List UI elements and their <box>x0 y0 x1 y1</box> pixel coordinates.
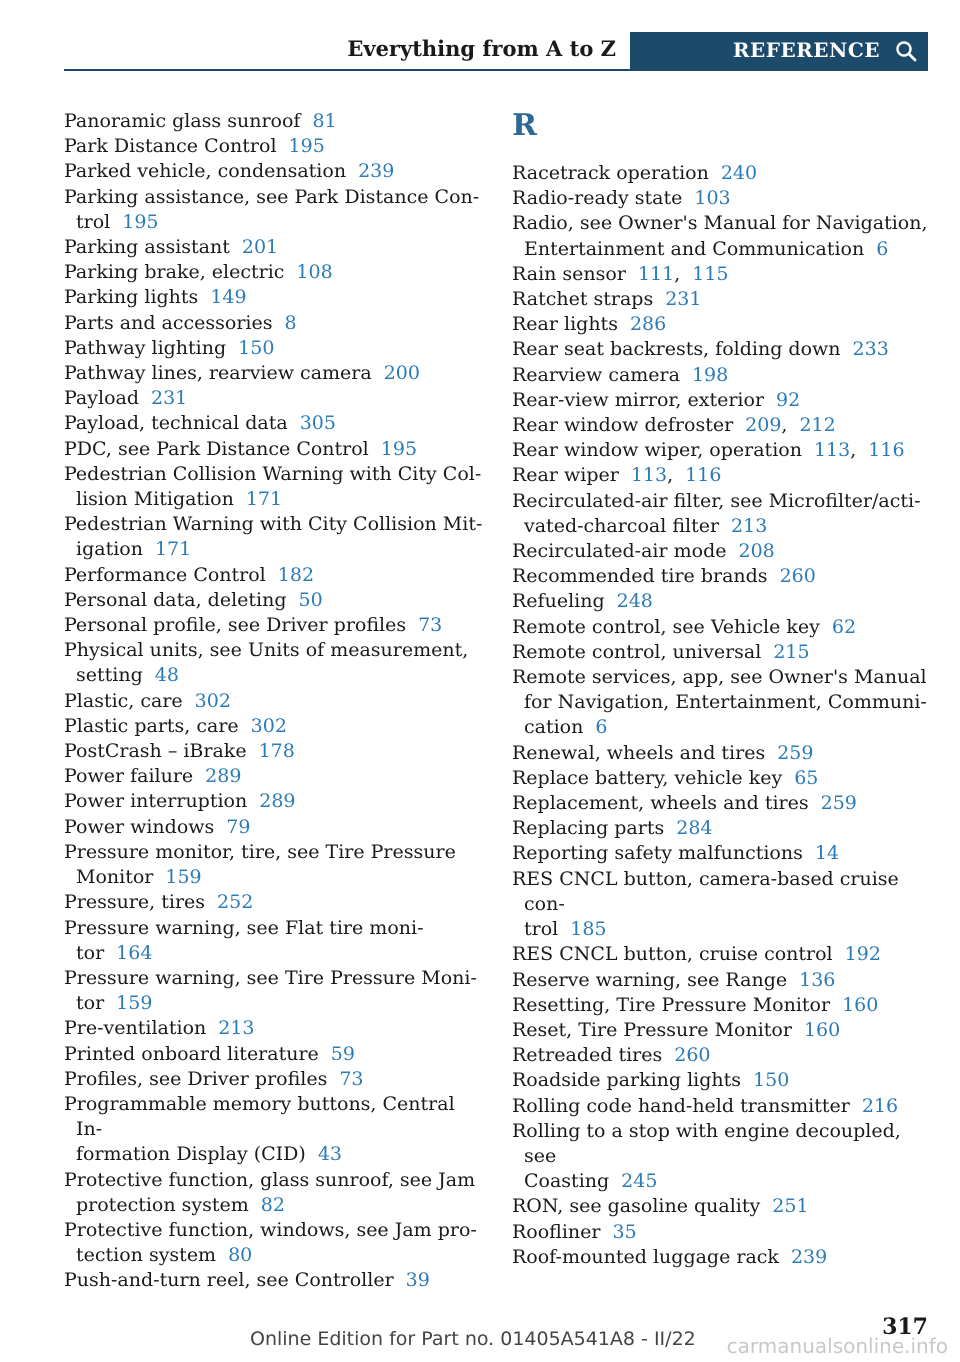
index-entry <box>64 563 484 588</box>
index-entry <box>512 312 932 337</box>
index-entry-text: Renewal, wheels and tires <box>512 741 766 764</box>
search-icon[interactable] <box>894 39 918 63</box>
index-entry <box>512 463 932 488</box>
page-link[interactable]: 251 <box>772 1195 809 1218</box>
index-entry-text: Resetting, Tire Pressure Monitor <box>512 993 831 1016</box>
page-link[interactable]: 208 <box>738 540 775 563</box>
page-link[interactable]: 286 <box>629 313 667 336</box>
index-entry-text: Rolling code hand-held transmitter <box>512 1094 850 1117</box>
page-separator: , <box>781 414 788 437</box>
index-entry-text: igation <box>76 538 143 561</box>
index-entry <box>512 211 932 261</box>
index-entry <box>64 285 484 310</box>
page-link[interactable]: 231 <box>665 288 702 311</box>
index-entry-text: Remote services, app, see Owner's Manual <box>512 666 927 689</box>
index-entry <box>64 185 484 235</box>
index-entry-text: Parking assistant <box>64 236 230 259</box>
index-entry <box>512 1245 932 1270</box>
index-entry <box>64 588 484 613</box>
index-entry <box>512 791 932 816</box>
page-link[interactable]: 43 <box>317 1143 343 1166</box>
page-link[interactable]: 80 <box>228 1244 253 1267</box>
page-link[interactable]: 160 <box>803 1018 841 1041</box>
index-column-left <box>64 109 484 1294</box>
page-link[interactable]: 111 <box>637 262 675 285</box>
section-label: REFERENCE <box>732 38 880 62</box>
index-entry <box>512 841 932 866</box>
page-link[interactable]: 201 <box>241 236 279 259</box>
page-link[interactable]: 8 <box>284 311 297 334</box>
index-entry-text: Pedestrian Collision Warning with City Col- <box>64 462 482 485</box>
page-link[interactable]: 164 <box>116 941 153 964</box>
index-entry <box>512 993 932 1018</box>
index-entry-text: Rear wiper <box>512 464 619 487</box>
index-entry <box>64 109 484 134</box>
page-link[interactable]: 259 <box>777 741 814 764</box>
index-entry <box>512 489 932 539</box>
index-entry <box>64 159 484 184</box>
page-link[interactable]: 92 <box>776 388 801 411</box>
index-entry-text: Personal data, deleting <box>64 588 287 611</box>
index-entry <box>512 867 932 943</box>
index-entry-text: Rearview camera <box>512 363 680 386</box>
page-link[interactable]: 289 <box>259 790 296 813</box>
index-entry <box>512 942 932 967</box>
index-entry <box>64 764 484 789</box>
index-entry <box>64 386 484 411</box>
index-entry-text: Replacement, wheels and tires <box>512 792 809 815</box>
page-link[interactable]: 252 <box>217 891 254 914</box>
index-entry-text: Parking brake, electric <box>64 261 285 284</box>
index-entry <box>512 438 932 463</box>
page-link[interactable]: 284 <box>676 817 713 840</box>
index-entry <box>512 564 932 589</box>
page-link[interactable]: 209 <box>745 414 782 437</box>
index-entry <box>512 388 932 413</box>
index-entry-text: Parking lights <box>64 286 199 309</box>
index-entry-text: formation Display (CID) <box>76 1143 306 1166</box>
index-entry-text: tor <box>76 992 105 1015</box>
index-entry-text: Pressure warning, see Tire Pressure Moni- <box>64 966 477 989</box>
index-entry-text: Power windows <box>64 815 215 838</box>
index-entry <box>512 665 932 741</box>
index-entry <box>64 1218 484 1268</box>
page-link[interactable]: 39 <box>405 1269 430 1292</box>
page-link[interactable]: 160 <box>842 993 879 1016</box>
index-entry <box>512 161 932 186</box>
index-entry-text: Rain sensor <box>512 262 626 285</box>
index-entry <box>512 1194 932 1219</box>
index-entry <box>64 437 484 462</box>
page-separator: , <box>667 464 674 487</box>
index-entry <box>64 815 484 840</box>
index-entry-text: cation <box>524 716 584 739</box>
page-link[interactable]: 6 <box>876 237 889 260</box>
index-entry-text: RES CNCL button, camera-based cruise con- <box>512 867 899 915</box>
page-link[interactable]: 113 <box>630 464 668 487</box>
page-link[interactable]: 215 <box>773 640 810 663</box>
index-entry-text: Recirculated-air mode <box>512 540 727 563</box>
index-entry <box>512 589 932 614</box>
index-entry-text: Personal profile, see Driver profiles <box>64 614 407 637</box>
page-link[interactable]: 195 <box>288 135 325 158</box>
page-link[interactable]: 171 <box>154 538 192 561</box>
index-entry-text: Rear seat backrests, folding down <box>512 338 841 361</box>
index-entry <box>64 789 484 814</box>
index-entry-text: Performance Control <box>64 563 266 586</box>
index-entry <box>64 689 484 714</box>
index-entry-text: Pressure monitor, tire, see Tire Pressure <box>64 840 456 863</box>
section-tab[interactable] <box>630 32 928 71</box>
index-entry-text: Monitor <box>76 866 154 889</box>
index-entry-text: Remote control, universal <box>512 640 762 663</box>
index-entry <box>64 890 484 915</box>
index-entry-text: Recirculated-air filter, see Microfilter/acti- <box>512 489 921 512</box>
index-entry <box>512 1043 932 1068</box>
index-entry <box>64 361 484 386</box>
page-link[interactable]: 305 <box>299 412 336 435</box>
index-entry-text: Reporting safety malfunctions <box>512 842 803 865</box>
index-entry-text: setting <box>76 664 143 687</box>
page-link[interactable]: 231 <box>151 387 188 410</box>
index-entry <box>64 739 484 764</box>
index-entry-text: Refueling <box>512 590 605 613</box>
page-link[interactable]: 302 <box>194 689 231 712</box>
page-link[interactable]: 50 <box>298 588 323 611</box>
index-entry-text: Push-and-turn reel, see Controller <box>64 1269 394 1292</box>
page-header <box>64 32 928 72</box>
index-entry <box>64 1067 484 1092</box>
page-link[interactable]: 35 <box>612 1220 637 1243</box>
index-entry-text: for Navigation, Entertainment, Communi- <box>524 691 927 714</box>
index-entry-text: Parts and accessories <box>64 311 273 334</box>
index-entry <box>512 287 932 312</box>
index-entry-text: Pathway lighting <box>64 336 227 359</box>
index-entry <box>512 640 932 665</box>
index-entry <box>64 613 484 638</box>
page-number: 317 <box>882 1314 928 1340</box>
page-link[interactable]: 213 <box>218 1017 255 1040</box>
index-entry <box>512 363 932 388</box>
index-entry <box>512 1220 932 1245</box>
page-link[interactable]: 239 <box>358 160 395 183</box>
index-entry-text: Replacing parts <box>512 817 665 840</box>
index-entry <box>64 134 484 159</box>
index-list-right <box>512 161 932 1270</box>
index-entry-text: Coasting <box>524 1170 610 1193</box>
index-entry <box>64 1042 484 1067</box>
index-entry-text: Profiles, see Driver profiles <box>64 1067 328 1090</box>
page-link[interactable]: 14 <box>814 842 840 865</box>
index-entry-text: Programmable memory buttons, Central In- <box>64 1092 455 1141</box>
index-entry-text: Pre-ventilation <box>64 1017 207 1040</box>
watermark: carmanualsonline.info <box>726 1334 948 1358</box>
index-entry <box>512 615 932 640</box>
page-link[interactable]: 233 <box>852 338 889 361</box>
index-entry-text: Pedestrian Warning with City Collision Mit- <box>64 513 483 536</box>
page-link[interactable]: 302 <box>250 714 287 737</box>
index-entry-text: Printed onboard literature <box>64 1042 319 1065</box>
index-entry-text: PDC, see Park Distance Control <box>64 437 369 460</box>
index-entry <box>64 1016 484 1041</box>
index-entry-text: Pressure warning, see Flat tire moni- <box>64 916 424 939</box>
page-link[interactable]: 182 <box>277 563 315 586</box>
index-entry-text: vated-charcoal filter <box>524 514 720 537</box>
index-entry-text: protection system <box>76 1193 249 1216</box>
page-link[interactable]: 113 <box>813 439 851 462</box>
index-entry-text: Plastic, care <box>64 689 183 712</box>
index-entry <box>64 1268 484 1293</box>
page-link[interactable]: 260 <box>779 565 816 588</box>
index-entry <box>64 1092 484 1168</box>
index-entry-text: Reset, Tire Pressure Monitor <box>512 1018 792 1041</box>
page-separator: , <box>674 262 681 285</box>
page-link[interactable]: 82 <box>260 1193 285 1216</box>
page-link[interactable]: 240 <box>720 162 758 184</box>
page-link[interactable]: 198 <box>691 363 729 386</box>
index-entry-text: trol <box>524 918 559 941</box>
page-link[interactable]: 116 <box>868 439 905 462</box>
index-entry <box>64 462 484 512</box>
index-entry-text: Physical units, see Units of measurement, <box>64 639 469 662</box>
index-entry-text: Pathway lines, rearview camera <box>64 362 372 385</box>
page-separator: , <box>850 439 857 462</box>
index-entry <box>64 1168 484 1218</box>
index-entry <box>64 235 484 260</box>
page-link[interactable]: 260 <box>674 1044 711 1067</box>
index-entry-text: trol <box>76 210 111 233</box>
page-link[interactable]: 149 <box>210 286 247 309</box>
index-entry-text: Roof-mounted luggage rack <box>512 1245 779 1268</box>
index-entry <box>64 916 484 966</box>
index-entry <box>512 766 932 791</box>
index-entry-text: Pressure, tires <box>64 891 206 914</box>
page-link[interactable]: 216 <box>861 1094 899 1117</box>
index-entry-text: Power failure <box>64 765 194 788</box>
page-link[interactable]: 136 <box>799 968 836 991</box>
index-entry <box>512 186 932 211</box>
page-link[interactable]: 259 <box>820 792 857 815</box>
index-entry <box>512 1018 932 1043</box>
header-rule <box>64 69 630 71</box>
page-link[interactable]: 73 <box>339 1067 364 1090</box>
index-entry-text: Parked vehicle, condensation <box>64 160 347 183</box>
index-entry-text: Protective function, windows, see Jam pro- <box>64 1218 477 1241</box>
index-entry <box>512 262 932 287</box>
index-entry-text: Rear window wiper, operation <box>512 439 802 462</box>
index-entry <box>64 638 484 688</box>
index-entry <box>64 512 484 562</box>
index-letter-heading: R <box>512 108 537 143</box>
page-link[interactable]: 248 <box>616 590 653 613</box>
page-link[interactable]: 116 <box>685 464 722 487</box>
page-link[interactable]: 103 <box>694 187 731 210</box>
page-link[interactable]: 159 <box>165 866 202 889</box>
index-entry <box>64 714 484 739</box>
index-entry-text: Roofliner <box>512 1220 601 1243</box>
index-entry <box>64 311 484 336</box>
index-entry <box>512 337 932 362</box>
index-entry-text: Retreaded tires <box>512 1044 663 1067</box>
page-link[interactable]: 185 <box>570 918 607 941</box>
page-link[interactable]: 81 <box>312 110 337 132</box>
index-entry-text: Rear window defroster <box>512 414 734 437</box>
index-entry-text: Parking assistance, see Park Distance Con- <box>64 185 480 208</box>
chapter-title: Everything from A to Z <box>347 36 616 61</box>
index-entry-text: Payload, technical data <box>64 412 288 435</box>
index-entry <box>512 1094 932 1119</box>
index-entry <box>512 539 932 564</box>
page-link[interactable]: 150 <box>238 336 275 359</box>
page-link[interactable]: 195 <box>122 210 159 233</box>
index-column-right <box>512 109 932 1270</box>
index-entry-text: RON, see gasoline quality <box>512 1195 761 1218</box>
index-entry-text: Protective function, glass sunroof, see Jam <box>64 1168 476 1191</box>
index-entry-text: PostCrash – iBrake <box>64 740 247 763</box>
page-link[interactable]: 200 <box>383 362 420 385</box>
page-link[interactable]: 178 <box>258 740 295 763</box>
index-entry <box>64 260 484 285</box>
index-entry <box>64 840 484 890</box>
index-entry-text: Remote control, see Vehicle key <box>512 615 820 638</box>
page-link[interactable]: 73 <box>418 614 443 637</box>
page-link[interactable]: 6 <box>595 716 608 739</box>
page-link[interactable]: 171 <box>245 488 283 511</box>
page-link[interactable]: 48 <box>154 664 179 687</box>
page-link[interactable]: 79 <box>226 815 251 838</box>
index-entry-text: Radio, see Owner's Manual for Navigation, <box>512 212 928 235</box>
index-entry-text: Reserve warning, see Range <box>512 968 788 991</box>
index-entry-text: Racetrack operation <box>512 162 709 184</box>
page-link[interactable]: 212 <box>799 414 836 437</box>
index-entry-text: tection system <box>76 1244 217 1267</box>
page-link[interactable]: 159 <box>116 992 153 1015</box>
edition-footer: Online Edition for Part no. 01405A541A8 - II/22 <box>250 1328 696 1350</box>
index-entry-text: lision Mitigation <box>76 488 234 511</box>
page-link[interactable]: 108 <box>296 261 333 284</box>
index-entry-text: Recommended tire brands <box>512 565 768 588</box>
page-link[interactable]: 289 <box>205 765 242 788</box>
index-entry-text: Panoramic glass sunroof <box>64 110 301 132</box>
index-entry-text: Replace battery, vehicle key <box>512 766 783 789</box>
index-entry <box>64 411 484 436</box>
index-entry-text: Rear lights <box>512 313 618 336</box>
page-link[interactable]: 62 <box>831 615 857 638</box>
index-entry-text: tor <box>76 941 105 964</box>
index-entry <box>512 413 932 438</box>
page-link[interactable]: 245 <box>621 1170 658 1193</box>
index-entry <box>64 966 484 1016</box>
page-link[interactable]: 150 <box>753 1069 790 1092</box>
index-entry <box>512 1068 932 1093</box>
index-entry-text: Entertainment and Communication <box>524 237 865 260</box>
index-entry-text: Rolling to a stop with engine decoupled, see <box>512 1119 901 1167</box>
page-link[interactable]: 65 <box>794 766 819 789</box>
index-entry-text: Payload <box>64 387 139 410</box>
index-entry-text: RES CNCL button, cruise control <box>512 943 833 966</box>
index-entry <box>512 968 932 993</box>
index-entry-text: Ratchet straps <box>512 288 654 311</box>
page-link[interactable]: 195 <box>380 437 418 460</box>
page-link[interactable]: 192 <box>844 943 881 966</box>
index-entry-text: Plastic parts, care <box>64 714 239 737</box>
index-entry-text: Roadside parking lights <box>512 1069 742 1092</box>
index-entry <box>512 816 932 841</box>
index-entry-text: Power interruption <box>64 790 248 813</box>
index-entry-text: Park Distance Control <box>64 135 277 158</box>
page-link[interactable]: 59 <box>330 1042 355 1065</box>
page-link[interactable]: 213 <box>731 514 768 537</box>
page-link[interactable]: 239 <box>790 1245 828 1268</box>
index-entry <box>512 741 932 766</box>
index-entry <box>64 336 484 361</box>
page-link[interactable]: 115 <box>692 262 729 285</box>
index-entry-text: Radio-ready state <box>512 187 683 210</box>
index-entry-text: Rear-view mirror, exterior <box>512 388 765 411</box>
index-entry <box>512 1119 932 1195</box>
